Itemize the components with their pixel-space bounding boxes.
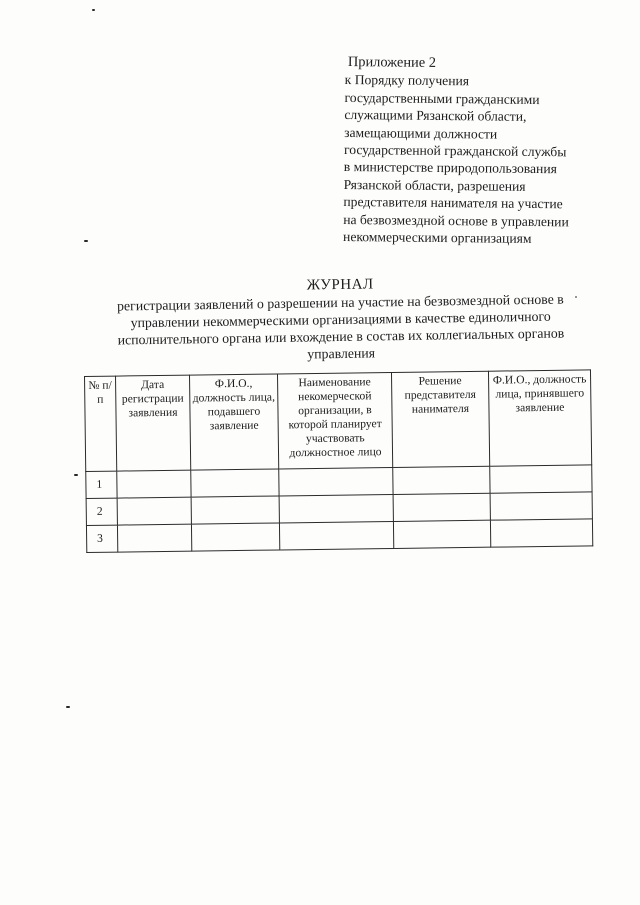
journal-heading: [80, 272, 601, 366]
table-cell: [393, 493, 490, 521]
table-cell: [117, 524, 191, 552]
scan-speck: [66, 706, 70, 708]
header-organization-name: Наименование некомерческой организации, в которой планирует участвовать должностное лицо: [277, 372, 392, 468]
appendix-line: на безвозмездной основе в управлении: [343, 211, 569, 230]
appendix-line: государственными гражданскими: [344, 89, 540, 107]
table-cell: [490, 492, 592, 520]
journal-subtitle-line: управления: [307, 345, 376, 362]
table-cell: 3: [86, 525, 117, 552]
appendix-block: [343, 54, 610, 248]
registration-table-wrapper: [84, 369, 592, 553]
table-cell: [490, 465, 592, 493]
journal-subtitle-line: управлении некоммерческими организациями в качестве единоличного: [130, 308, 551, 331]
appendix-title: Приложение 2: [347, 54, 437, 71]
table-cell: [279, 467, 393, 495]
appendix-line: в министерстве природопользования: [343, 159, 557, 177]
table-cell: [279, 521, 393, 549]
table-cell: [117, 470, 191, 498]
table-cell: [490, 519, 592, 547]
appendix-line: представителя нанимателя на участие: [343, 194, 563, 212]
header-applicant: Ф.И.О., должность лица, подавшего заявление: [189, 374, 278, 470]
scan-speck: [74, 474, 78, 476]
table-cell: [191, 469, 279, 497]
table-cell: 1: [86, 471, 117, 498]
table-cell: [279, 494, 393, 522]
table-cell: [191, 523, 279, 551]
table-row: [86, 519, 592, 553]
table-cell: [117, 497, 191, 525]
table-cell: 2: [86, 498, 117, 525]
appendix-line: государственной гражданской службы: [343, 142, 567, 160]
header-registration-date: Дата регистрации заявления: [116, 375, 191, 471]
appendix-line: Рязанской области, разрешения: [343, 176, 526, 194]
journal-subtitle-line: исполнительного органа или вхождение в состав их коллегиальных органов: [117, 325, 565, 348]
table-cell: [393, 466, 490, 494]
scan-speck: [92, 9, 95, 11]
header-employer-decision: Решение представителя нанимателя: [391, 371, 489, 467]
registration-table: [84, 369, 593, 553]
appendix-line: некоммерческими организациям: [343, 229, 532, 247]
appendix-line: замещающими должности: [344, 124, 498, 142]
table-header-row: [85, 370, 592, 472]
table-cell: [191, 496, 279, 524]
header-receiver: Ф.И.О., должность лица, принявшего заявление: [488, 370, 591, 466]
table-cell: [393, 520, 490, 548]
journal-title: ЖУРНАЛ: [306, 276, 374, 294]
appendix-line: служащими Рязанской области,: [344, 107, 527, 125]
header-number: № п/п: [85, 376, 117, 471]
journal-subtitle-line: регистрации заявлений о разрешении на участие на безвозмездной основе в: [116, 291, 564, 314]
appendix-line: к Порядку получения: [344, 72, 470, 89]
scan-speck: [84, 240, 88, 242]
